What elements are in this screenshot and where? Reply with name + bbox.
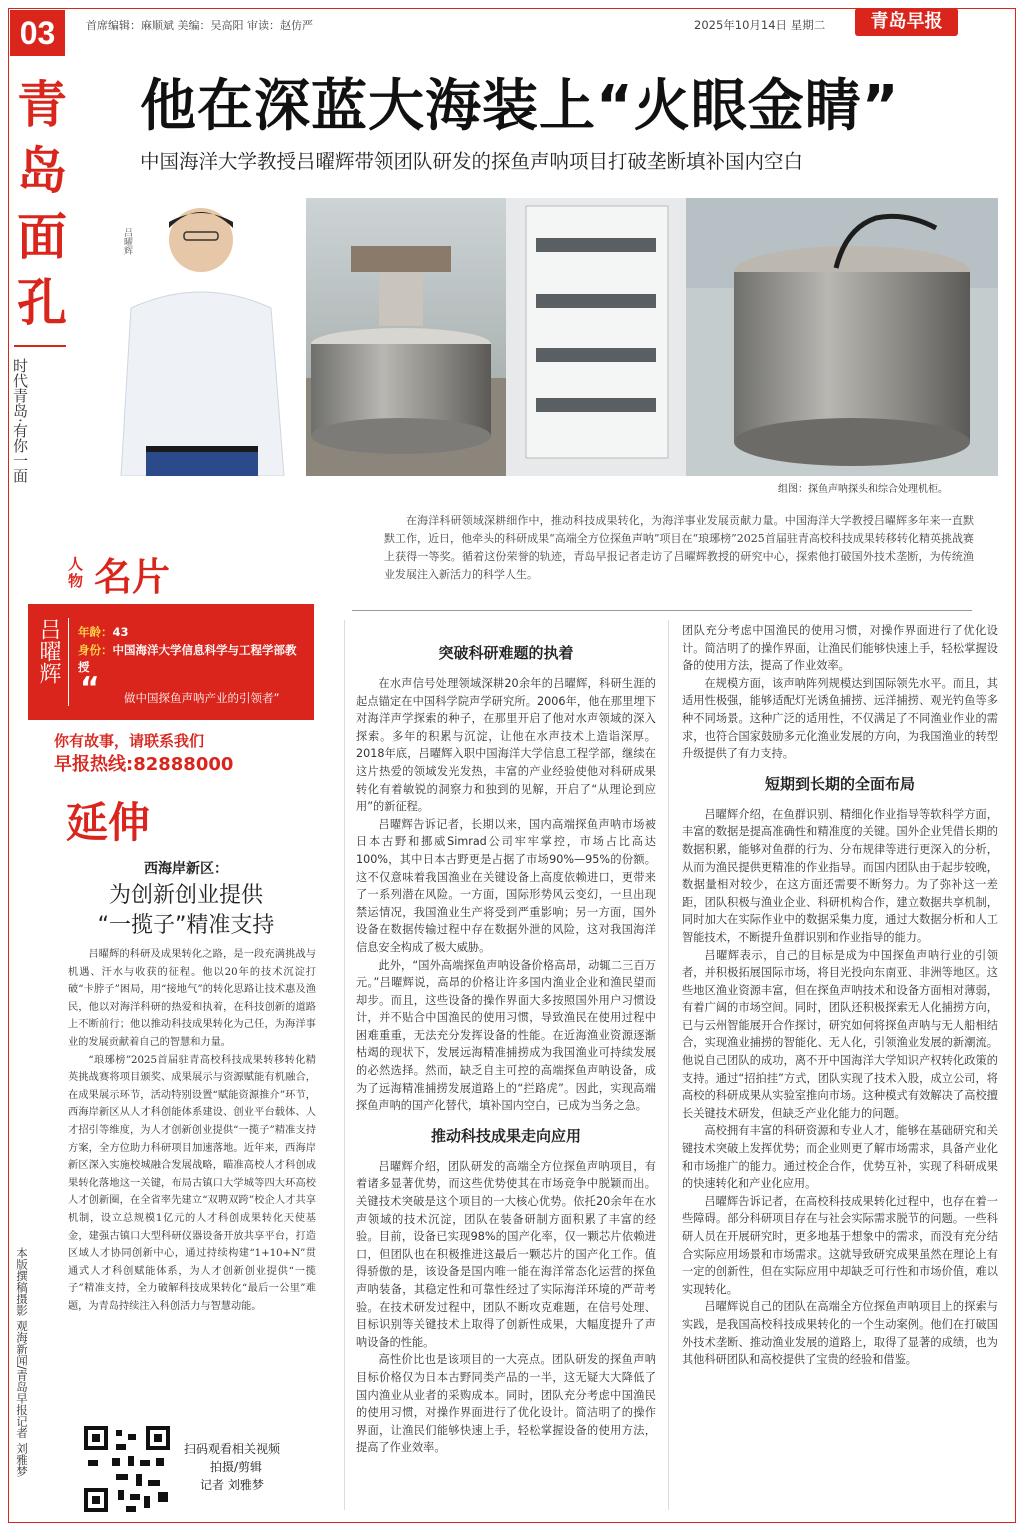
profile-label-big: 名片	[94, 555, 171, 599]
qr-caption-2: 拍摄/剪辑	[210, 1460, 263, 1474]
subheadline: 中国海洋大学教授吕曜辉带领团队研发的探鱼声呐项目打破垄断填补国内空白	[140, 150, 804, 173]
intro-paragraph: 在海洋科研领域深耕细作中，推动科技成果转化，为海洋事业发展贡献力量。中国海洋大学教授吕曜辉多年来一直默默工作，近日，他牵头的科研成果“高端全方位探鱼声呐”项目在“琅琊榜”2025首届驻青高校科技成果转移转化精英挑战赛上获得一等奖。循着这份荣誉的轨迹，青岛早报记者走访了吕曜辉教授的研究中心，探索他打破国外技术垄断，为传统渔业发展注入新活力的科学人生。	[384, 514, 974, 581]
body-paragraph: 在水声信号处理领域深耕20余年的吕曜辉，科研生涯的起点锚定在中国科学院声学研究所。2006年，他在那里埋下对海洋声学探索的种子，在那里开启了他对水声领域的深入探索。多年的积累与沉淀，让他在水声技术上造诣深厚。2018年底，吕曜辉入职中国海洋大学信息工程学部，继续在这片热爱的领域发光发热，丰富的产业经验使他对科研成果转化有着敏锐的洞察力和独到的见解，开启了“从理论到应用”的新征程。	[356, 677, 656, 814]
column-rule	[668, 620, 669, 1510]
body-paragraph: 吕曜辉说自己的团队在高端全方位探鱼声呐项目上的探索与实践，是我国高校科技成果转化的一个生动案例。他们在打破国外技术垄断、推动渔业发展的道路上，取得了显著的成绩，也为其他科研团队和高校提供了宝贵的经验和借鉴。	[682, 1300, 998, 1367]
photo-collage-art	[96, 198, 998, 476]
body-paragraph-continued: 团队充分考虑中国渔民的使用习惯，对操作界面进行了优化设计。简洁明了的操作界面，让渔民们能够快速上手，轻松掌握设备的使用方法，提高了作业效率。	[682, 624, 998, 673]
photo-collage	[96, 198, 998, 476]
quote-mark-icon: “	[80, 671, 100, 706]
intro-divider	[352, 610, 972, 611]
photo-caption: 组图：探鱼声呐探头和综合处理机柜。	[778, 484, 948, 495]
page-byline: 本版撰稿摄影 观海新闻/青岛早报记者 刘雅梦	[15, 1247, 29, 1477]
profile-identity-label: 身份：	[78, 643, 113, 657]
profile-card	[28, 604, 314, 720]
extension-tag: 延伸	[66, 798, 151, 847]
profile-identity-row	[78, 642, 306, 676]
column-title-char: 岛	[17, 141, 67, 200]
profile-name-divider	[68, 618, 69, 706]
extension-kicker: 西海岸新区：	[144, 861, 228, 877]
column-title-char: 孔	[17, 273, 67, 332]
column-title	[14, 72, 70, 336]
editors-line: 首席编辑：麻顺斌 美编：吴高阳 审读：赵仿严	[86, 19, 313, 32]
column-slogan: 时代青岛·有你一面	[11, 358, 29, 483]
profile-name: 吕曜辉	[36, 618, 61, 684]
profile-age-row	[78, 624, 129, 640]
profile-identity-value: 中国海洋大学信息科学与工程学部教授	[78, 643, 297, 674]
body-column-middle	[356, 632, 656, 1514]
body-column-right	[682, 622, 998, 1514]
column-title-char: 青	[17, 75, 67, 134]
hotline-line2: 早报热线:82888000	[54, 754, 234, 775]
body-paragraph: 吕曜辉介绍，在鱼群识别、精细化作业指导等软科学方面，丰富的数据是提高准确性和精准度的关键。国外企业凭借长期的数据积累，能够对鱼群的行为、分布规律等进行更深入的分析，从而为渔民提供更精准的作业指导。而国内团队由于起步较晚，数据量相对较少，在这方面还需要不断努力。为了弥补这一差距，团队积极与渔业企业、科研机构合作，建立数据共享机制，同时加大在实际作业中的数据采集力度，通过大数据分析和人工智能技术，不断提升鱼群识别和作业指导的能力。	[682, 807, 998, 944]
newspaper-logo: 青岛早报	[855, 8, 958, 36]
section-title-3: 短期到长期的全面布局	[764, 774, 915, 793]
section-title-2: 推动科技成果走向应用	[430, 1126, 581, 1145]
column-divider	[14, 345, 66, 347]
body-paragraph: 在规模方面，该声呐阵列规模达到国际领先水平。而且，其适用性极强，能够适配灯光诱鱼捕捞、远洋捕捞、观光钓鱼等多种不同场景。这种广泛的适用性，不仅满足了不同渔业作业的需求，也符合国家鼓励多元化渔业发展的方向，为我国渔业的转型升级提供了有力支持。	[682, 676, 998, 761]
extension-title-2: “一揽子”精准支持	[97, 913, 275, 938]
extension-paragraph: “琅琊榜”2025首届驻青高校科技成果转移转化精英挑战赛将项目颁奖、成果展示与资源赋能有机融合，在成果展示环节，活动特别设置“赋能资源推介”环节，西海岸新区从人才科创能体系建设、创业平台载体、人才招引等维度，为人才创新创业提供“一揽子”精准支持方案，全方位助力科研项目加速落地。近年来，西海岸新区深入实施校城融合发展战略，瞄准高校人才科创成果转化落地这一关键，布局古镇口大学城等四大环高校人才创新圈，在全省率先建立“双聘双跨”校企人才共享机制，设立总规模1亿元的人才科创成果转化天使基金，建强古镇口大型科研仪器设备开放共享平台，打造区域人才协同创新中心，通过持续构建“1+10+N”贯通式人才科创赋能体系，为人才创新创业提供“一揽子”精准支持，全力破解科技成果转化“最后一公里”难题，为青岛持续注入科创活力与智慧动能。	[68, 1054, 316, 1312]
section-title-1: 突破科研难题的执着	[438, 644, 574, 662]
body-paragraph: 高校拥有丰富的科研资源和专业人才，能够在基础研究和关键技术突破上发挥优势；而企业则更了解市场需求，具备产业化和市场推广的能力。通过校企合作，优势互补，实现了科研成果的快速转化和产业化应用。	[682, 1124, 998, 1191]
column-title-char: 面	[17, 207, 67, 266]
person-name-caption: 吕曜辉	[122, 228, 132, 255]
headline: 他在深蓝大海装上“火眼金睛”	[140, 74, 900, 139]
profile-label-small: 人物	[68, 555, 84, 590]
profile-quote: 做中国探鱼声呐产业的引领者”	[124, 691, 280, 705]
qr-caption-1: 扫码观看相关视频	[184, 1442, 281, 1456]
qr-code-icon	[82, 1424, 172, 1514]
page-number-badge: 03	[10, 10, 65, 56]
body-paragraph: 吕曜辉介绍，团队研发的高端全方位探鱼声呐项目，有着诸多显著优势，而这些优势使其在市场竞争中脱颖而出。关键技术突破是这个项目的一大核心优势。依托20余年在水声领域的技术沉淀，团队在装备研制方面积累了丰富的经验。目前，设备已实现98%的国产化率，仅一颗芯片依赖进口，但团队也在积极推进这最后一颗芯片的国产化工作。值得骄傲的是，该设备是国内唯一能在海洋常态化运营的探鱼声呐装备，其稳定性和可靠性经过了实际海洋环境的严苛考验。在技术研发过程中，团队不断攻克难题，在信号处理、目标识别等关键技术上取得了创新性成果，大幅度提升了声呐设备的性能。	[356, 1159, 656, 1349]
body-paragraph: 吕曜辉告诉记者，在高校科技成果转化过程中，也存在着一些障碍。部分科研项目存在与社会实际需求脱节的问题。一些科研人员在开展研究时，更多地基于想象中的需求，而没有充分结合实际应用场景和市场需求。这就导致研究成果虽然在理论上有一定的创新性，但在实际应用中却缺乏可行性和市场价值，难以实现转化。	[682, 1194, 998, 1296]
extension-title-1: 为创新创业提供	[108, 883, 263, 908]
qr-caption-3: 记者 刘雅梦	[200, 1478, 264, 1492]
body-paragraph: 吕曜辉表示，自己的目标是成为中国探鱼声呐行业的引领者，并积极拓展国际市场，将目光投向东南亚、非洲等地区。这些地区渔业资源丰富，但在探鱼声呐技术和设备方面相对薄弱，有着广阔的市场空间。同时，团队还积极探索无人化捕捞方向，已与云州智能展开合作探讨，研究如何将探鱼声呐与无人船相结合，实现渔业捕捞的智能化、无人化，引领渔业发展的新潮流。他说自己团队的成功，离不开中国海洋大学知识产权转化政策的支持。通过“招拍挂”方式，团队实现了技术入股，成立公司，将高校的科研成果从实验室推向市场。这种模式有效解决了高校擅长关键技术研发，但缺乏产业化能力的问题。	[682, 948, 998, 1120]
hotline-line1: 你有故事，请联系我们	[54, 732, 205, 750]
body-paragraph: 吕曜辉告诉记者，长期以来，国内高端探鱼声呐市场被日本古野和挪威Simrad公司牢牢掌控，市场占比高达100%，其中日本古野更是占据了市场90%—95%的份额。这不仅意味着我国渔业在关键设备上高度依赖进口，更带来了一系列潜在风险。一方面，国际形势风云变幻，一旦出现禁运情况，我国渔业生产将受到严重影响；另一方面，国外设备在数据传输过程中存在数据外泄的风险，这对我国海洋信息安全构成了极大威胁。	[356, 817, 656, 954]
profile-age-label: 年龄：	[78, 625, 113, 639]
body-paragraph: 高性价比也是该项目的一大亮点。团队研发的探鱼声呐目标价格仅为日本古野同类产品的一半，这无疑大大降低了国内渔业从业者的采购成本。同时，团队充分考虑中国渔民的使用习惯，对操作界面进行了优化设计。简洁明了的操作界面，让渔民们能够快速上手，轻松掌握设备的使用方法，提高了作业效率。	[356, 1353, 656, 1455]
profile-age-value: 43	[112, 625, 129, 639]
qr-code[interactable]	[82, 1424, 172, 1514]
column-rule	[344, 620, 345, 1510]
extension-body	[68, 946, 316, 1402]
extension-paragraph: 吕曜辉的科研及成果转化之路，是一段充满挑战与机遇、汗水与收获的征程。他以20年的技术沉淀打破“卡脖子”困局，用“接地气”的转化思路让技术惠及渔民，他以对海洋科研的热爱和执着，在科技创新的道路上不断前行；他以推动科技成果转化为己任，为海洋事业的发展贡献着自己的智慧和力量。	[68, 949, 316, 1048]
body-paragraph: 此外，“国外高端探鱼声呐设备价格高昂，动辄二三百万元。”吕曜辉说，高昂的价格让许多国内渔业企业和渔民望而却步。而且，这些设备的操作界面大多按照国外用户习惯设计，并不贴合中国渔民的使用习惯，导致渔民在使用过程中困难重重，无法充分发挥设备的性能。在近海渔业资源逐渐枯竭的现状下，发展远海精准捕捞成为我国渔业可持续发展的必然选择。然而，缺乏自主可控的高端探鱼声呐设备，成为了远海精准捕捞发展道路上的“拦路虎”。因此，实现高端探鱼声呐的国产化替代，填补国内空白，已成为当务之急。	[356, 958, 656, 1113]
date-line: 2025年10月14日 星期二	[694, 18, 826, 32]
